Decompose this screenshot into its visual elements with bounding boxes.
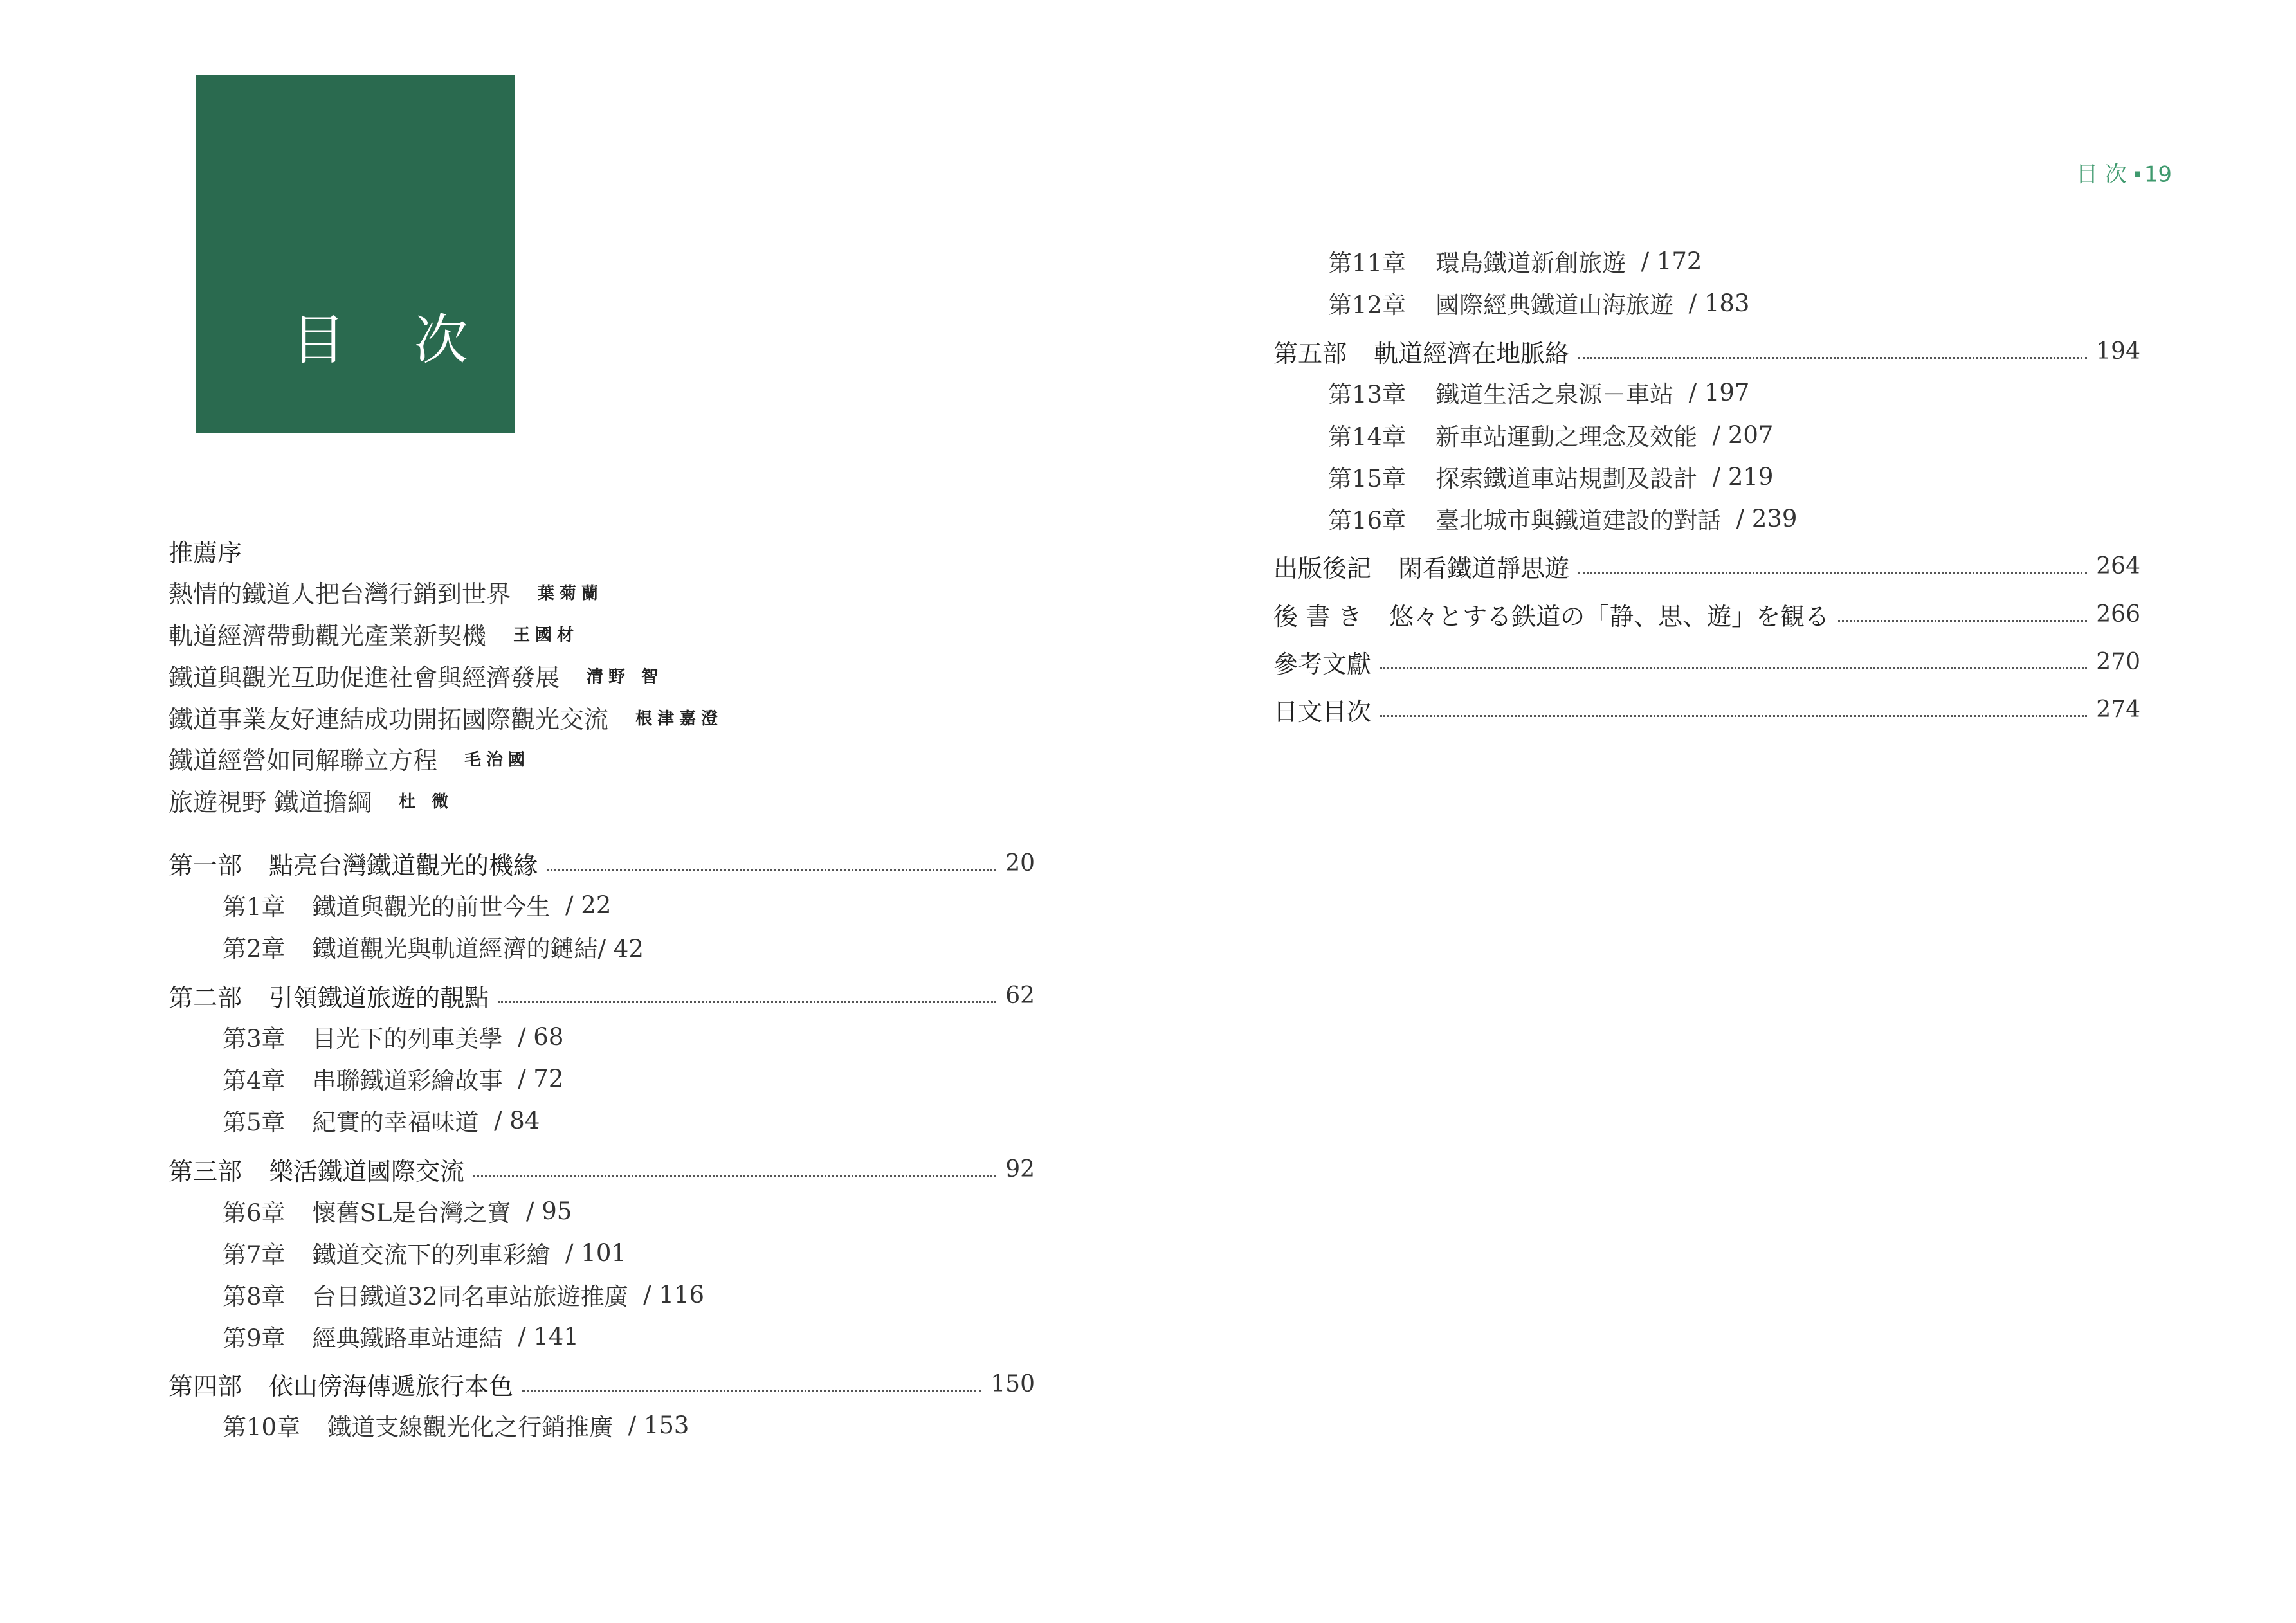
page-number: / 219 <box>1712 462 1774 491</box>
dot-leader <box>1838 620 2087 622</box>
recommendation-title: 旅遊視野 鐵道擔綱 <box>169 788 372 817</box>
title-block <box>196 75 515 433</box>
page-number: / 141 <box>518 1322 579 1350</box>
chapter-number: 第14章 <box>1328 423 1407 451</box>
toc-chapter-entry[interactable] <box>223 1019 563 1055</box>
toc-chapter-entry[interactable] <box>223 1276 704 1312</box>
page-number: 92 <box>1005 1156 1035 1183</box>
page-number: / 84 <box>494 1106 540 1134</box>
page-number: 194 <box>2096 338 2140 365</box>
toc-chapter-entry[interactable] <box>223 1193 572 1229</box>
toc-part-entry[interactable] <box>1273 644 2140 680</box>
chapter-title: 懷舊SL是台灣之寶 <box>312 1199 511 1227</box>
page-number: / 172 <box>1641 247 1702 275</box>
part-title: 引領鐵道旅遊的靚點 <box>269 983 489 1012</box>
recommendations-heading-text: 推薦序 <box>169 538 242 567</box>
recommendation-author: 根津嘉澄 <box>635 709 724 729</box>
toc-part-entry[interactable] <box>1273 691 2140 727</box>
part-title: 樂活鐵道國際交流 <box>269 1157 465 1186</box>
toc-chapter-entry[interactable] <box>223 929 644 965</box>
part-title: 依山傍海傳遞旅行本色 <box>269 1372 514 1401</box>
toc-chapter-entry[interactable] <box>1328 417 1773 453</box>
page-number: / 183 <box>1688 289 1750 317</box>
toc-part-entry[interactable] <box>169 845 1035 881</box>
part-number: 出版後記 <box>1273 554 1372 583</box>
page-number: 270 <box>2096 648 2140 675</box>
chapter-title: 鐵道交流下的列車彩繪 <box>312 1241 551 1269</box>
chapter-number: 第8章 <box>223 1283 286 1310</box>
recommendations-heading <box>169 532 242 568</box>
header-label: 目 次 <box>2075 161 2127 188</box>
part-title: 悠々とする鉄道の「静、思、遊」を観る <box>1389 602 1830 631</box>
dot-leader <box>1578 357 2087 359</box>
toc-part-entry[interactable] <box>1273 333 2140 369</box>
part-number: 後 書 き <box>1273 602 1363 631</box>
page-number: / 153 <box>628 1411 689 1439</box>
chapter-title: 探索鐵道車站規劃及設計 <box>1435 465 1698 493</box>
page-number: / 116 <box>643 1280 705 1309</box>
page-title: 目 次 <box>291 308 494 372</box>
chapter-title: 紀實的幸福味道 <box>312 1109 479 1136</box>
page-number: / 95 <box>526 1197 572 1225</box>
chapter-number: 第16章 <box>1328 507 1407 534</box>
recommendation-author: 杜 微 <box>399 792 454 812</box>
toc-part-entry[interactable] <box>1273 548 2140 584</box>
recommendation-title: 鐵道經營如同解聯立方程 <box>169 746 438 775</box>
part-number: 第五部 <box>1273 339 1347 368</box>
toc-chapter-entry[interactable] <box>1328 500 1797 536</box>
page-number: 150 <box>990 1370 1035 1397</box>
chapter-number: 第15章 <box>1328 465 1407 493</box>
page-header <box>2076 157 2172 188</box>
recommendation-title: 鐵道與觀光互助促進社會與經濟發展 <box>169 663 560 692</box>
dot-leader <box>1380 667 2087 669</box>
page-number: 266 <box>2096 601 2140 628</box>
header-page-number: 19 <box>2144 161 2172 188</box>
page-number: / 239 <box>1736 504 1798 532</box>
recommendation-author: 王國材 <box>513 625 579 645</box>
page-number: 274 <box>2096 696 2140 723</box>
recommendation-title: 熱情的鐵道人把台灣行銷到世界 <box>169 579 511 608</box>
chapter-title: 鐵道支線觀光化之行銷推廣 <box>327 1413 614 1441</box>
toc-part-entry[interactable] <box>169 977 1035 1013</box>
chapter-title: 鐵道觀光與軌道經濟的鏈結/ 42 <box>312 935 644 963</box>
chapter-title: 新車站運動之理念及效能 <box>1435 423 1698 451</box>
toc-chapter-entry[interactable] <box>1328 458 1773 494</box>
chapter-title: 國際經典鐵道山海旅遊 <box>1435 291 1674 319</box>
chapter-title: 經典鐵路車站連結 <box>312 1325 503 1352</box>
chapter-number: 第10章 <box>223 1413 301 1441</box>
recommendation-item <box>169 740 530 776</box>
chapter-number: 第5章 <box>223 1109 286 1136</box>
toc-chapter-entry[interactable] <box>1328 285 1749 321</box>
dot-leader <box>498 1001 996 1003</box>
chapter-title: 臺北城市與鐵道建設的對話 <box>1435 507 1722 534</box>
toc-chapter-entry[interactable] <box>223 1102 540 1138</box>
chapter-number: 第6章 <box>223 1199 286 1227</box>
chapter-number: 第13章 <box>1328 381 1407 408</box>
part-number: 第三部 <box>169 1157 242 1186</box>
chapter-title: 環島鐵道新創旅遊 <box>1435 249 1626 277</box>
part-number: 第二部 <box>169 983 242 1012</box>
recommendation-item <box>169 657 663 693</box>
page-number: 20 <box>1005 849 1035 876</box>
toc-chapter-entry[interactable] <box>223 1318 579 1354</box>
recommendation-title: 鐵道事業友好連結成功開拓國際觀光交流 <box>169 705 609 734</box>
dot-leader <box>522 1390 981 1392</box>
toc-chapter-entry[interactable] <box>1328 243 1702 279</box>
recommendation-title: 軌道經濟帶動觀光產業新契機 <box>169 621 487 650</box>
chapter-number: 第4章 <box>223 1067 286 1094</box>
part-number: 第四部 <box>169 1372 242 1401</box>
chapter-number: 第3章 <box>223 1025 286 1053</box>
part-number: 第一部 <box>169 851 242 880</box>
page-number: / 22 <box>565 891 612 919</box>
page-number: / 68 <box>518 1022 564 1051</box>
toc-chapter-entry[interactable] <box>223 1235 626 1271</box>
recommendation-author: 葉菊蘭 <box>538 583 604 603</box>
dot-leader <box>1380 715 2087 717</box>
page-number: 264 <box>2096 552 2140 579</box>
toc-chapter-entry[interactable] <box>223 1060 563 1096</box>
part-title: 閑看鐵道靜思遊 <box>1398 554 1570 583</box>
part-number: 日文目次 <box>1273 697 1372 726</box>
page-number: / 72 <box>518 1064 564 1093</box>
part-title: 軌道經濟在地脈絡 <box>1374 339 1570 368</box>
dot-leader <box>473 1175 996 1177</box>
toc-chapter-entry[interactable] <box>1328 374 1749 410</box>
dot-leader <box>547 869 996 871</box>
square-bullet-icon <box>2135 172 2140 177</box>
toc-part-entry[interactable] <box>1273 596 2140 632</box>
chapter-title: 台日鐵道32同名車站旅遊推廣 <box>312 1283 628 1310</box>
chapter-number: 第11章 <box>1328 249 1407 277</box>
recommendation-item <box>169 615 579 651</box>
part-number: 參考文獻 <box>1273 649 1372 678</box>
chapter-number: 第2章 <box>223 935 286 963</box>
toc-chapter-entry[interactable] <box>223 1407 689 1443</box>
part-title: 點亮台灣鐵道觀光的機緣 <box>269 851 538 880</box>
chapter-number: 第7章 <box>223 1241 286 1269</box>
chapter-number: 第9章 <box>223 1325 286 1352</box>
recommendation-author: 清野 智 <box>587 667 664 687</box>
page-number: / 197 <box>1688 378 1750 406</box>
page-number: / 101 <box>565 1238 626 1267</box>
page-number: 62 <box>1005 982 1035 1009</box>
chapter-title: 串聯鐵道彩繪故事 <box>312 1067 503 1094</box>
chapter-number: 第12章 <box>1328 291 1407 319</box>
chapter-title: 鐵道與觀光的前世今生 <box>312 893 551 921</box>
dot-leader <box>1578 572 2087 574</box>
recommendation-author: 毛治國 <box>464 750 531 770</box>
recommendation-item <box>169 782 453 818</box>
chapter-number: 第1章 <box>223 893 286 921</box>
toc-part-entry[interactable] <box>169 1366 1035 1402</box>
recommendation-item <box>169 574 603 610</box>
toc-chapter-entry[interactable] <box>223 887 611 923</box>
recommendation-item <box>169 699 723 735</box>
toc-part-entry[interactable] <box>169 1151 1035 1187</box>
chapter-title: 目光下的列車美學 <box>312 1025 503 1053</box>
chapter-title: 鐵道生活之泉源－車站 <box>1435 381 1674 408</box>
page-number: / 207 <box>1712 421 1774 449</box>
